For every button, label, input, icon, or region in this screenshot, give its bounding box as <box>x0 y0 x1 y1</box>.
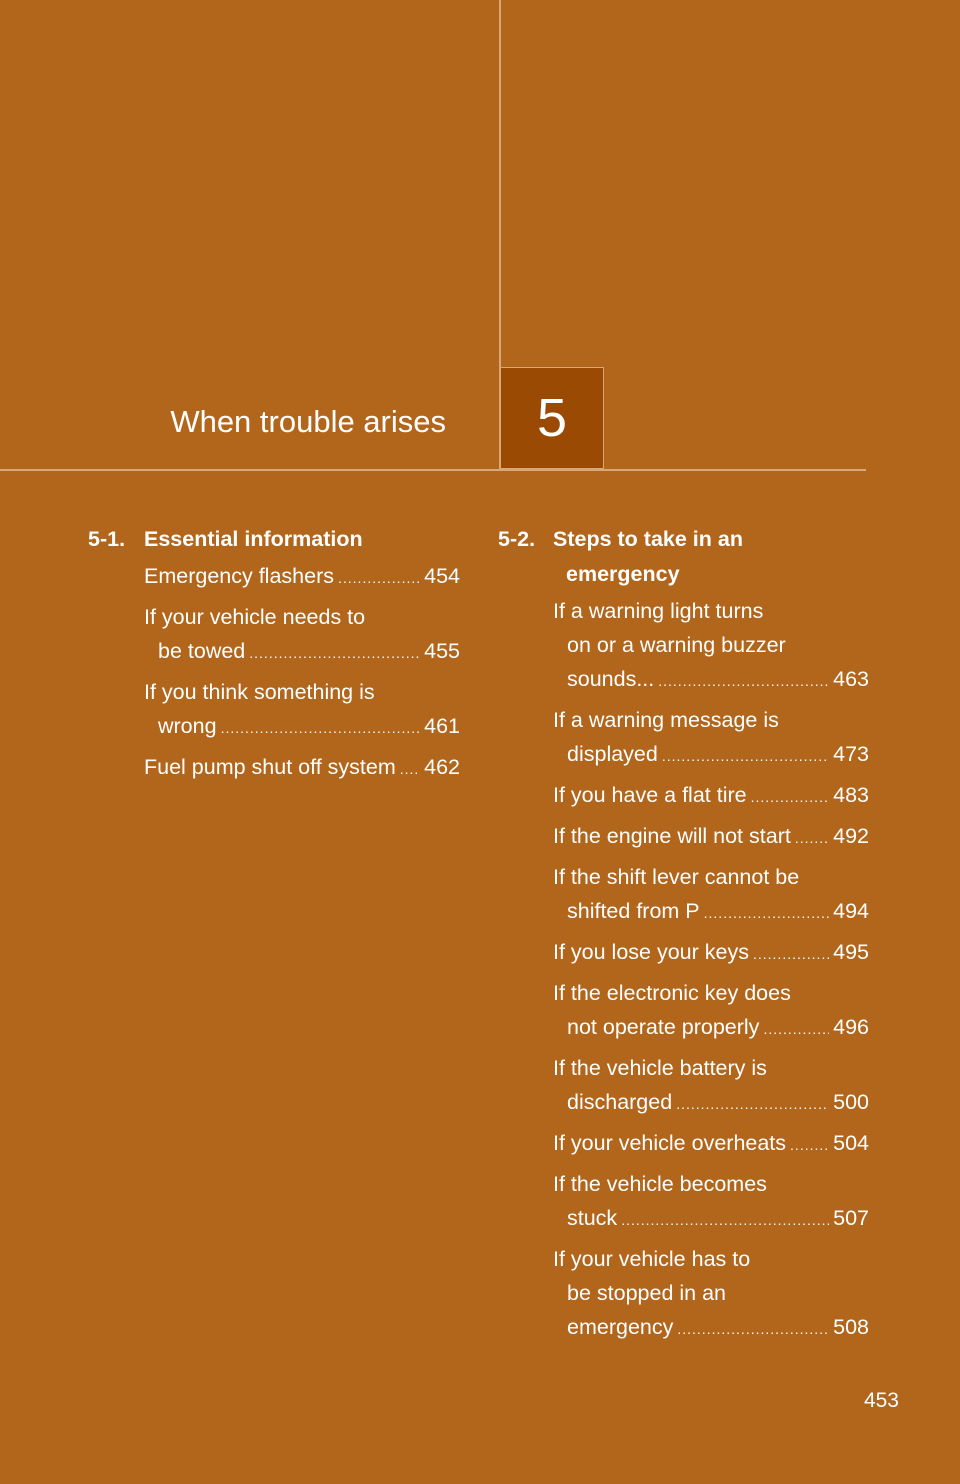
section-number: 5-2. <box>498 527 536 551</box>
toc-item[interactable] <box>553 935 869 971</box>
chapter-title: When trouble arises <box>170 404 446 439</box>
toc-item[interactable] <box>553 976 869 1046</box>
section-5-1 <box>88 522 460 791</box>
toc-item-page: 495 <box>833 940 869 964</box>
dot-leader <box>763 1012 829 1046</box>
dot-leader <box>400 752 420 786</box>
toc-item[interactable] <box>144 600 460 670</box>
toc-item[interactable] <box>553 778 869 814</box>
dot-leader <box>751 780 830 814</box>
toc-list <box>498 594 869 1346</box>
toc-item-page: 463 <box>833 667 869 691</box>
horizontal-divider <box>0 469 866 471</box>
toc-item-title: If you lose your keys <box>553 940 749 964</box>
toc-item[interactable] <box>553 860 869 930</box>
toc-item-title-cont: discharged <box>567 1090 673 1114</box>
dot-leader <box>677 1312 829 1346</box>
dot-leader <box>221 711 421 745</box>
dot-leader <box>704 896 829 930</box>
section-heading <box>498 522 869 592</box>
toc-item[interactable] <box>144 559 460 595</box>
toc-item-title: If you think something is <box>144 680 375 704</box>
toc-item[interactable] <box>553 1167 869 1237</box>
toc-item-title: If the electronic key does <box>553 981 791 1005</box>
section-heading <box>88 522 460 557</box>
toc-item-title-cont: be stopped in an <box>567 1281 726 1305</box>
toc-item-title-cont: displayed <box>567 742 658 766</box>
toc-item-page: 496 <box>833 1015 869 1039</box>
toc-item-title-cont: sounds... <box>567 667 655 691</box>
toc-item[interactable] <box>144 750 460 786</box>
section-title-cont: emergency <box>566 562 680 586</box>
toc-item[interactable] <box>553 594 869 698</box>
toc-item[interactable] <box>553 819 869 855</box>
section-number: 5-1. <box>88 527 126 551</box>
toc-item-title-cont: on or a warning buzzer <box>567 633 786 657</box>
toc-item-title: If your vehicle has to <box>553 1247 751 1271</box>
toc-item-page: 454 <box>424 564 460 588</box>
toc-item-page: 507 <box>833 1206 869 1230</box>
toc-item-title-cont: emergency <box>567 1315 674 1339</box>
toc-item-title: If the engine will not start <box>553 824 791 848</box>
toc-item-page: 462 <box>424 755 460 779</box>
toc-list <box>88 559 460 786</box>
toc-item-page: 494 <box>833 899 869 923</box>
toc-item-title: Emergency flashers <box>144 564 334 588</box>
toc-item-title-cont: be towed <box>158 639 246 663</box>
dot-leader <box>753 937 829 971</box>
section-5-2 <box>498 522 869 1351</box>
toc-item-title: If the vehicle becomes <box>553 1172 767 1196</box>
toc-item-title: If you have a flat tire <box>553 783 747 807</box>
dot-leader <box>621 1203 829 1237</box>
toc-item-page: 461 <box>424 714 460 738</box>
dot-leader <box>795 821 829 855</box>
toc-item-page: 455 <box>424 639 460 663</box>
toc-item-page: 504 <box>833 1131 869 1155</box>
toc-item-title: If your vehicle overheats <box>553 1131 787 1155</box>
section-title: Steps to take in an <box>553 527 743 551</box>
toc-item-title-cont: stuck <box>567 1206 618 1230</box>
page-number: 453 <box>863 1389 899 1412</box>
toc-item-page: 500 <box>833 1090 869 1114</box>
dot-leader <box>790 1128 829 1162</box>
dot-leader <box>658 664 829 698</box>
toc-item[interactable] <box>553 1126 869 1162</box>
dot-leader <box>662 739 829 773</box>
toc-item-title-cont: shifted from P <box>567 899 700 923</box>
toc-item[interactable] <box>553 1242 869 1346</box>
toc-item-title: If the shift lever cannot be <box>553 865 800 889</box>
chapter-number-box: 5 <box>500 367 604 469</box>
toc-item-page: 492 <box>833 824 869 848</box>
toc-item[interactable] <box>553 703 869 773</box>
toc-item-title: If a warning light turns <box>553 599 764 623</box>
toc-item-page: 483 <box>833 783 869 807</box>
toc-item-page: 508 <box>833 1315 869 1339</box>
toc-item-page: 473 <box>833 742 869 766</box>
toc-item[interactable] <box>553 1051 869 1121</box>
toc-item-title: If the vehicle battery is <box>553 1056 767 1080</box>
toc-item-title: Fuel pump shut off system <box>144 755 396 779</box>
toc-item-title-cont: not operate properly <box>567 1015 760 1039</box>
toc-item-title-cont: wrong <box>158 714 217 738</box>
dot-leader <box>249 636 420 670</box>
toc-item[interactable] <box>144 675 460 745</box>
toc-item-title: If a warning message is <box>553 708 779 732</box>
toc-item-title: If your vehicle needs to <box>144 605 366 629</box>
dot-leader <box>676 1087 829 1121</box>
section-title: Essential information <box>144 527 363 551</box>
dot-leader <box>338 561 420 595</box>
